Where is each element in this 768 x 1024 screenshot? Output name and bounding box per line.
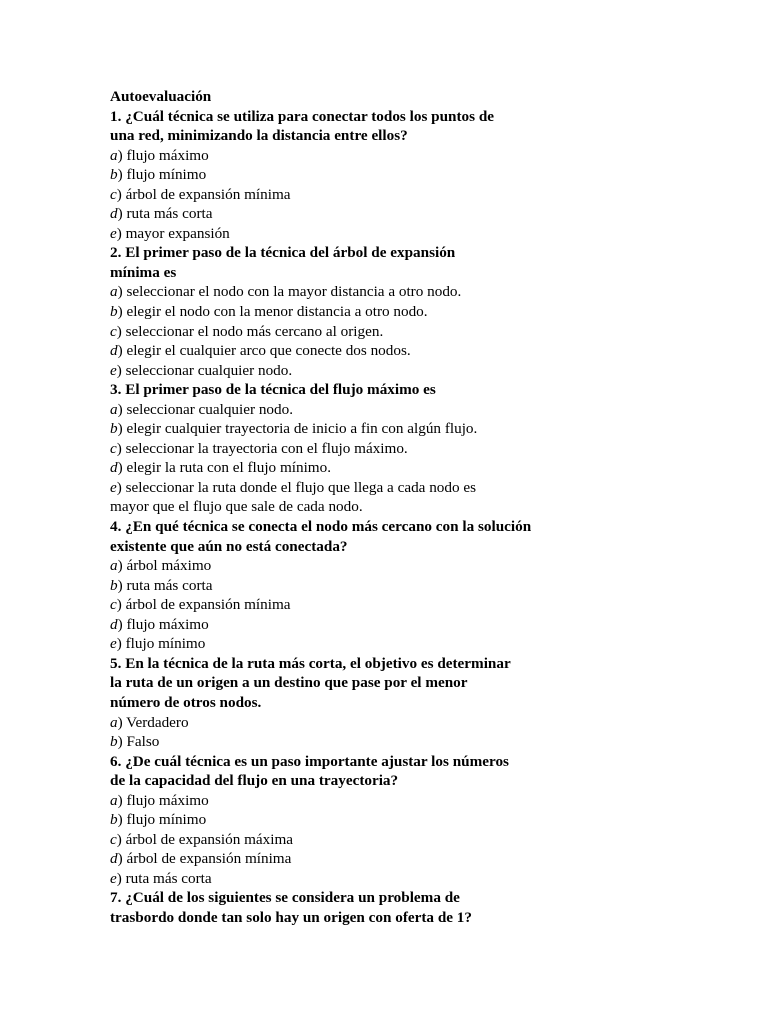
- question-block: [110, 888, 670, 927]
- answer-option: [110, 869, 670, 889]
- question-text: número de otros nodos.: [110, 693, 262, 711]
- question-block: [110, 380, 670, 517]
- question-text: trasbordo donde tan solo hay un origen con oferta de 1?: [110, 908, 472, 926]
- question-text: 4. ¿En qué técnica se conecta el nodo más cercano con la solución: [110, 518, 532, 536]
- option-text: ) flujo máximo: [117, 791, 209, 809]
- question-text: la ruta de un origen a un destino que pase por el menor: [110, 674, 468, 692]
- option-letter: d: [110, 342, 118, 360]
- answer-option: [110, 302, 670, 322]
- answer-option: [110, 146, 670, 166]
- option-letter: b: [110, 303, 118, 321]
- option-text: ) elegir cualquier trayectoria de inicio a fin con algún flujo.: [117, 420, 478, 438]
- option-text: ) flujo mínimo: [117, 166, 207, 184]
- option-text: ) árbol de expansión máxima: [116, 830, 294, 848]
- question-text: 7. ¿Cuál de los siguientes se considera un problema de: [110, 889, 460, 907]
- option-text: ) elegir la ruta con el flujo mínimo.: [117, 459, 331, 477]
- answer-option: [110, 810, 670, 830]
- option-letter: e: [110, 635, 117, 653]
- option-letter: c: [110, 830, 117, 848]
- option-letter: a: [110, 400, 118, 418]
- option-text: ) seleccionar cualquier nodo.: [117, 400, 294, 418]
- option-text: ) elegir el cualquier arco que conecte dos nodos.: [117, 342, 411, 360]
- question-text: una red, minimizando la distancia entre ellos?: [110, 127, 408, 145]
- option-letter: b: [110, 420, 118, 438]
- document-body: [110, 87, 670, 928]
- answer-option: [110, 204, 670, 224]
- option-letter: b: [110, 811, 118, 829]
- option-text-continuation: mayor que el flujo que sale de cada nodo.: [110, 498, 363, 516]
- answer-option: [110, 634, 670, 654]
- question-text: 3. El primer paso de la técnica del flujo máximo es: [110, 381, 436, 399]
- question-block: [110, 654, 670, 752]
- answer-option: [110, 595, 670, 615]
- option-letter: e: [110, 361, 117, 379]
- question-list: [110, 107, 670, 928]
- answer-option: [110, 556, 670, 576]
- question-block: [110, 517, 670, 654]
- option-text: ) flujo mínimo: [116, 635, 206, 653]
- answer-option: [110, 576, 670, 596]
- option-letter: d: [110, 205, 118, 223]
- option-letter: a: [110, 791, 118, 809]
- answer-option: [110, 165, 670, 185]
- question-block: [110, 243, 670, 380]
- answer-option: [110, 830, 670, 850]
- option-text: ) seleccionar la ruta donde el flujo que llega a cada nodo es: [116, 478, 477, 496]
- option-letter: c: [110, 596, 117, 614]
- option-text: ) seleccionar el nodo con la mayor distancia a otro nodo.: [117, 283, 462, 301]
- option-text: ) Falso: [117, 733, 160, 751]
- option-text: ) ruta más corta: [116, 869, 212, 887]
- answer-option: [110, 419, 670, 439]
- option-letter: e: [110, 869, 117, 887]
- option-text: ) flujo máximo: [117, 615, 209, 633]
- answer-option: [110, 615, 670, 635]
- question-text: 5. En la técnica de la ruta más corta, el objetivo es determinar: [110, 654, 511, 672]
- question-block: [110, 107, 670, 244]
- answer-option: [110, 732, 670, 752]
- option-text: ) árbol de expansión mínima: [117, 850, 292, 868]
- answer-option: [110, 282, 670, 302]
- option-text: ) ruta más corta: [117, 576, 213, 594]
- answer-option: [110, 224, 670, 244]
- answer-option: [110, 713, 670, 733]
- option-letter: b: [110, 733, 118, 751]
- option-letter: b: [110, 576, 118, 594]
- answer-option: [110, 341, 670, 361]
- option-text: ) elegir el nodo con la menor distancia a otro nodo.: [117, 303, 428, 321]
- option-text: ) árbol máximo: [117, 557, 212, 575]
- option-letter: d: [110, 459, 118, 477]
- option-letter: a: [110, 283, 118, 301]
- answer-option: [110, 849, 670, 869]
- answer-option: [110, 400, 670, 420]
- question-block: [110, 752, 670, 889]
- option-letter: c: [110, 322, 117, 340]
- option-letter: a: [110, 713, 118, 731]
- answer-option: [110, 322, 670, 342]
- question-text: de la capacidad del flujo en una trayectoria?: [110, 772, 399, 790]
- option-letter: a: [110, 146, 118, 164]
- option-text: ) flujo máximo: [117, 146, 209, 164]
- option-letter: c: [110, 439, 117, 457]
- option-letter: e: [110, 478, 117, 496]
- option-letter: e: [110, 224, 117, 242]
- document-title: Autoevaluación: [110, 88, 212, 105]
- option-text: ) ruta más corta: [117, 205, 213, 223]
- option-text: ) árbol de expansión mínima: [116, 596, 291, 614]
- answer-option: [110, 361, 670, 381]
- option-letter: c: [110, 185, 117, 203]
- option-text: ) flujo mínimo: [117, 811, 207, 829]
- question-text: 2. El primer paso de la técnica del árbol de expansión: [110, 244, 456, 262]
- option-text: ) seleccionar cualquier nodo.: [116, 361, 293, 379]
- answer-option: [110, 185, 670, 205]
- option-text: ) Verdadero: [117, 713, 189, 731]
- option-letter: b: [110, 166, 118, 184]
- question-text: 1. ¿Cuál técnica se utiliza para conectar todos los puntos de: [110, 107, 495, 125]
- question-text: mínima es: [110, 263, 177, 281]
- option-letter: a: [110, 557, 118, 575]
- option-text: ) árbol de expansión mínima: [116, 185, 291, 203]
- option-text: ) seleccionar la trayectoria con el flujo máximo.: [116, 439, 408, 457]
- option-text: ) mayor expansión: [116, 224, 230, 242]
- question-text: 6. ¿De cuál técnica es un paso importante ajustar los números: [110, 752, 509, 770]
- question-text: existente que aún no está conectada?: [110, 537, 348, 555]
- answer-option: [110, 478, 670, 498]
- answer-option: [110, 439, 670, 459]
- answer-option: [110, 458, 670, 478]
- option-text: ) seleccionar el nodo más cercano al origen.: [116, 322, 384, 340]
- answer-option: [110, 791, 670, 811]
- option-letter: d: [110, 850, 118, 868]
- option-letter: d: [110, 615, 118, 633]
